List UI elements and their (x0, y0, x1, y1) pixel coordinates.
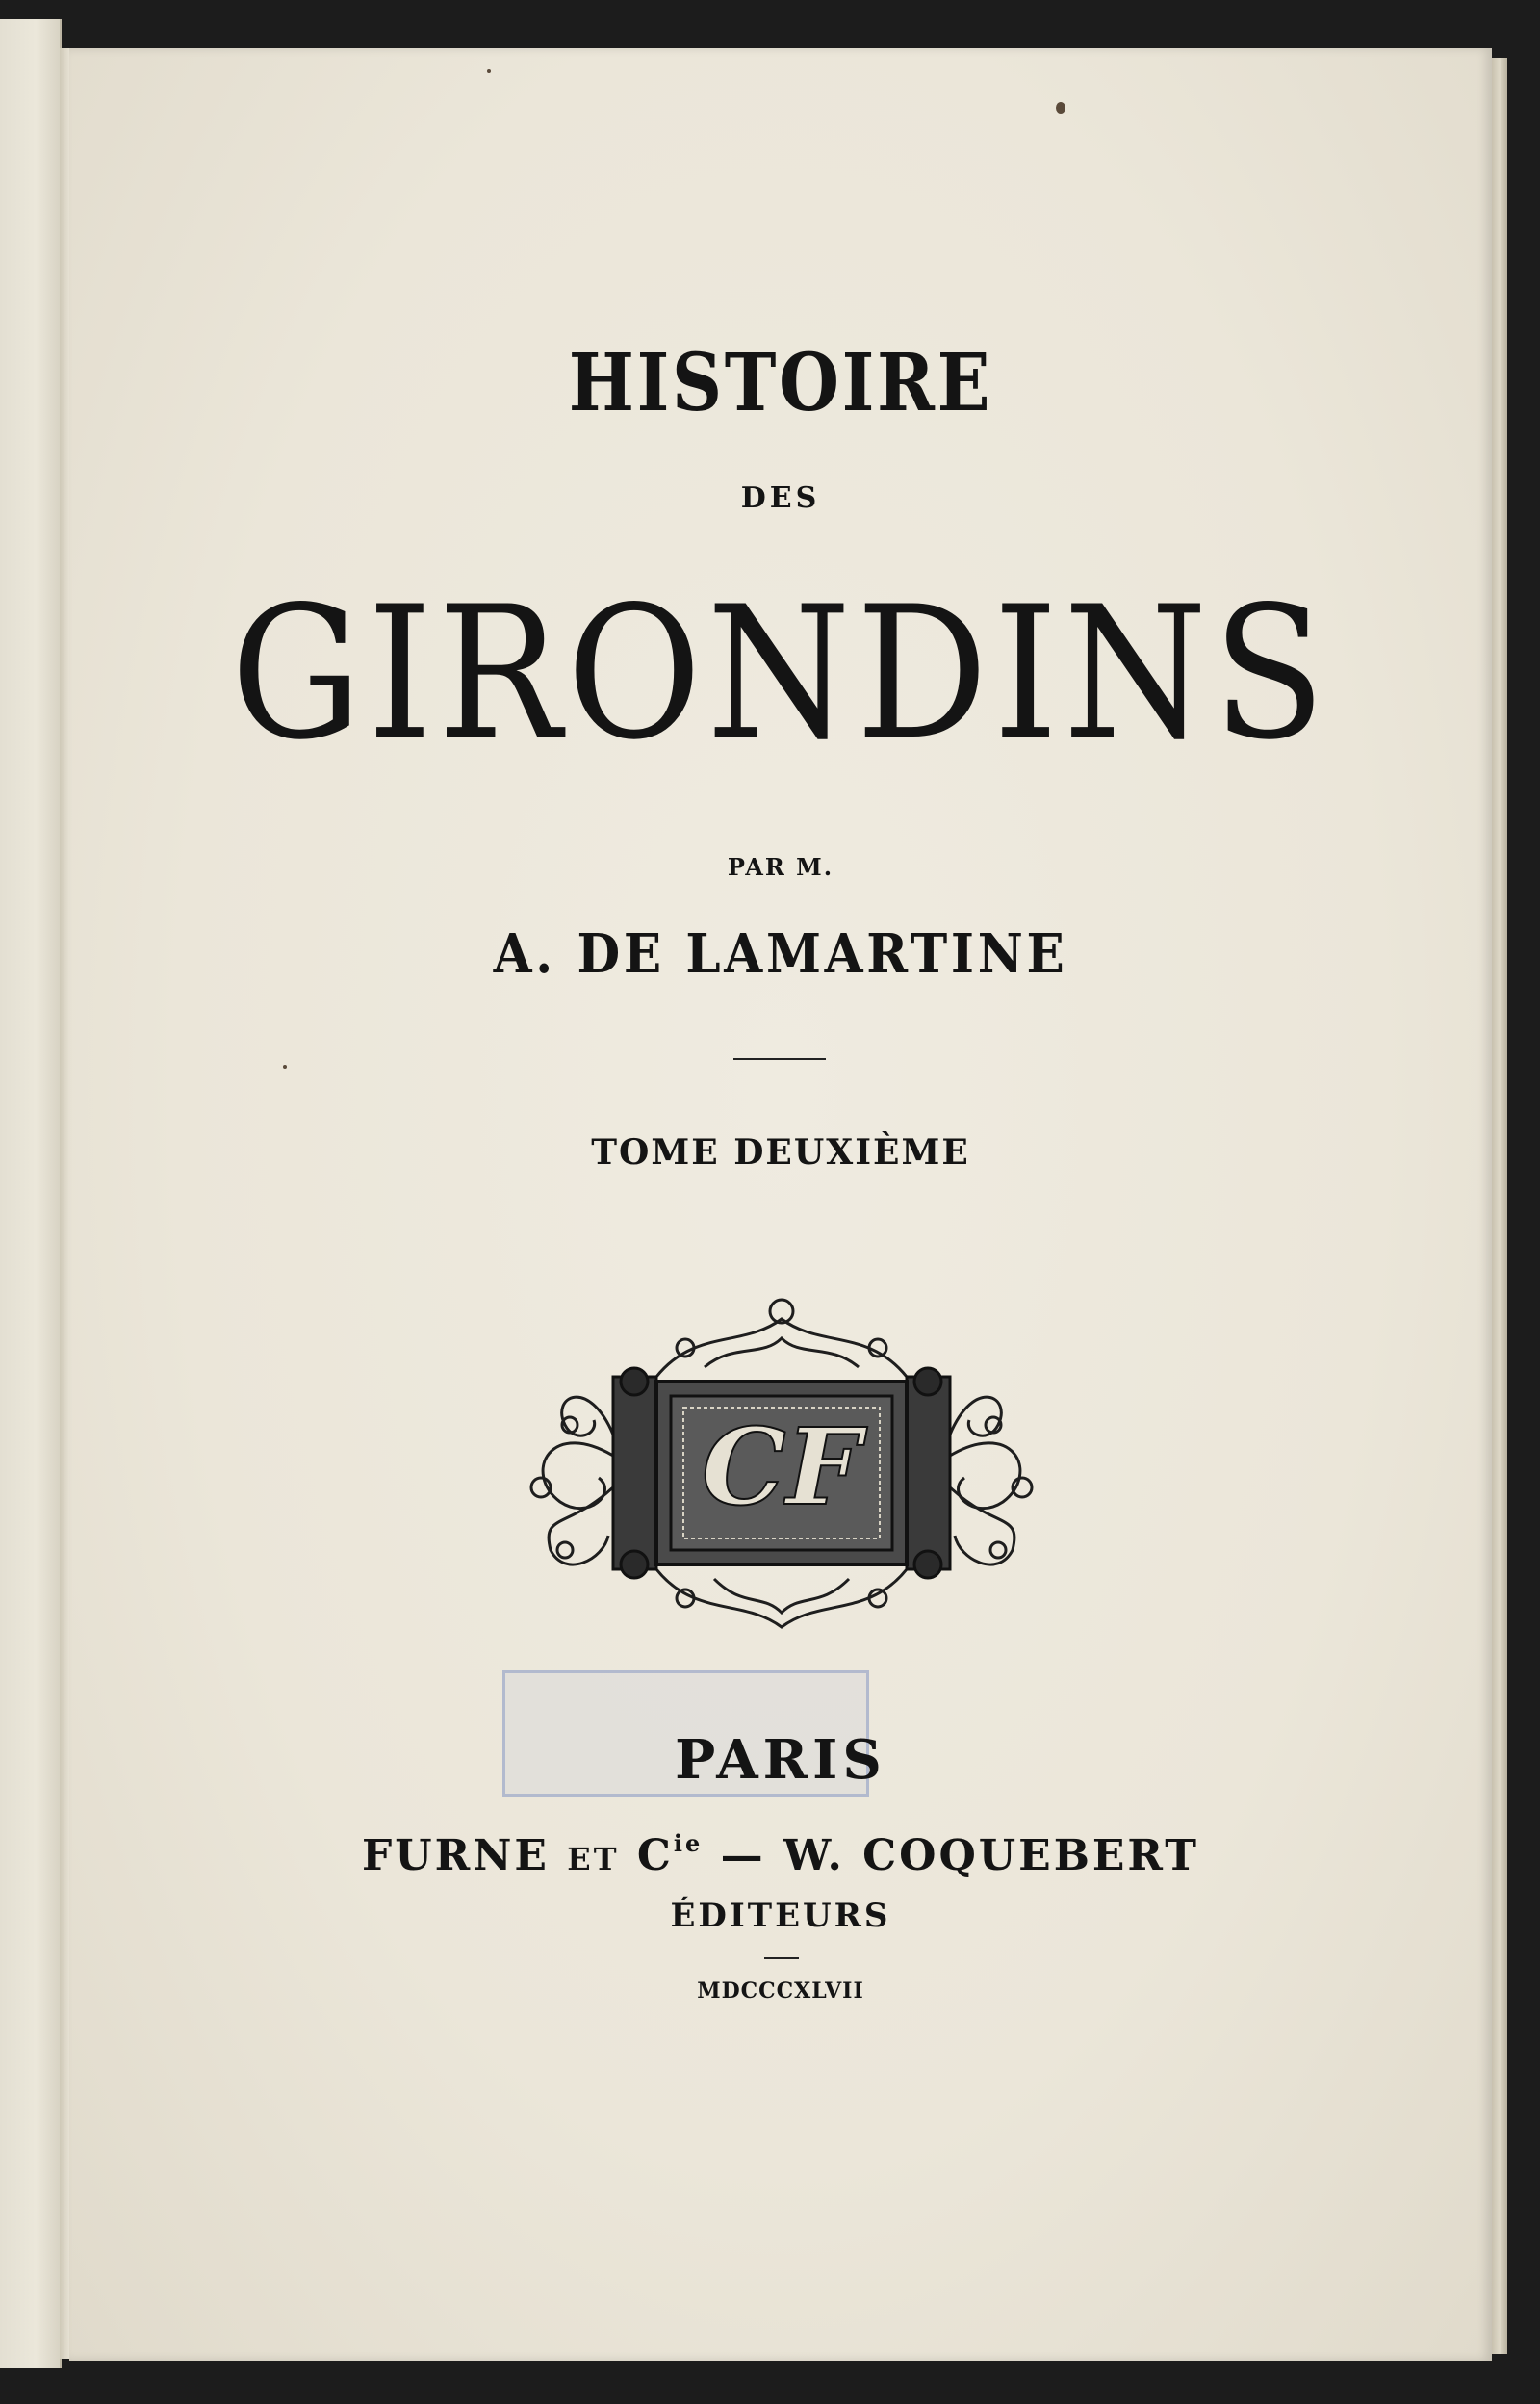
title-page (69, 48, 1492, 2361)
publisher-conjunction: ET (567, 1841, 620, 1877)
publication-city: PARIS (675, 1728, 886, 1792)
divider-rule-small (764, 1957, 799, 1959)
divider-rule (733, 1058, 826, 1060)
publishers-line (69, 1831, 1492, 1880)
volume-label: TOME DEUXIÈME (591, 1132, 970, 1173)
publisher-emblem (512, 1290, 1051, 1637)
paper-speck (1056, 102, 1065, 114)
author-name: A. DE LAMARTINE (493, 922, 1068, 986)
emblem-monogram: CF (702, 1405, 861, 1529)
title-girondins: GIRONDINS (230, 567, 1331, 780)
publisher-company: C (636, 1831, 674, 1880)
publisher-coquebert: W. COQUEBERT (783, 1831, 1199, 1880)
publisher-role: ÉDITEURS (670, 1897, 891, 1935)
page-fore-edge (1492, 58, 1507, 2354)
publication-year: MDCCCXLVII (697, 1978, 864, 2003)
paper-speck (283, 1065, 287, 1069)
publisher-company-superscript: ie (673, 1829, 704, 1857)
paper-speck (487, 69, 491, 73)
publisher-separator: — (720, 1831, 766, 1880)
byline-prefix: PAR M. (727, 853, 834, 881)
previous-page-edge (0, 19, 62, 2368)
book-gutter (60, 48, 69, 2359)
title-des: DES (740, 481, 821, 515)
publisher-furne: FURNE (362, 1831, 550, 1880)
title-histoire: HISTOIRE (568, 337, 993, 429)
